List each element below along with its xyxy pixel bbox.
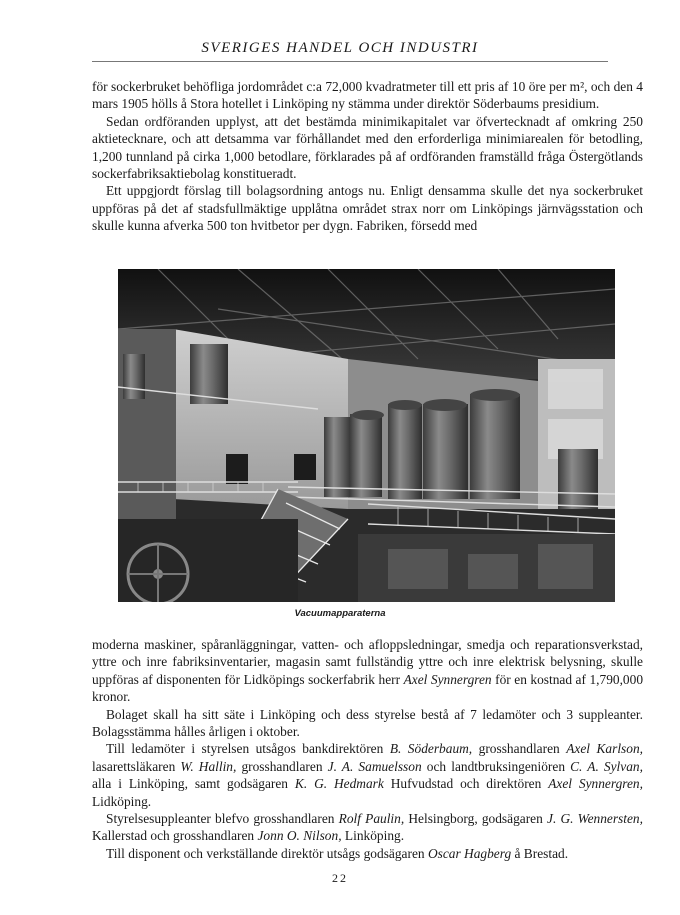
header-rule xyxy=(92,61,608,62)
paragraph-7: Styrelsesuppleanter blefvo grosshandlaren Rolf Paulin, Helsingborg, godsägaren J. G. Wennersten, Kallerstad och grosshandlaren Jonn O. Nilson, Linköping. xyxy=(92,811,643,844)
paragraph-1: för sockerbruket behöfliga jordområdet c:a 72,000 kvadratmeter till ett pris af 10 öre per m², och den 4 mars 1905 hölls å Stora hotellet i Linköping ny stämma under direktör Söderbaums presidium. xyxy=(92,79,643,112)
body-text-bottom xyxy=(92,636,643,862)
body-text-top xyxy=(92,78,643,235)
vacuum-apparatus-photo xyxy=(118,269,615,602)
paragraph-2: Sedan ordföranden upplyst, att det bestämda minimikapitalet var öfvertecknadt af omkring 250 aktietecknare, och att detsamma var förhållandet med den erforderliga minimiarealen för betodling, 1,200 tunnland på cirka 1,000 betodlare, förklarades på af ordföranden framställd fråga Östergötlands sockerfabriksaktiebolag konstitueradt. xyxy=(92,113,643,182)
paragraph-3: Ett uppgjordt förslag till bolagsordning antogs nu. Enligt densamma skulle det nya sockerbruket uppföras på det af stadsfullmäktige upplåtna området strax norr om Linköpings järnvägsstation och skulle kunna afverka 500 ton hvitbetor per dygn. Fabriken, försedd med xyxy=(92,183,643,234)
figure-caption: Vacuumapparaterna xyxy=(294,608,386,619)
paragraph-4: moderna maskiner, spåranläggningar, vatten- och afloppsledningar, smedja och reparationsverkstad, yttre och inre fabriksinventarier, magasin samt fullständig yttre och inre elektrisk belysning, skulle uppföras af disponenten för Lidköpings sockerfabrik herr Axel Synnergren för en kostnad af 1,790,000 kronor. xyxy=(92,637,644,705)
paragraph-5: Bolaget skall ha sitt säte i Linköping och dess styrelse bestå af 7 ledamöter och 3 suppleanter. Bolagsstämma hålles årligen i oktober. xyxy=(92,706,643,740)
page-number: 22 xyxy=(332,871,348,885)
paragraph-6: Till ledamöter i styrelsen utsågos bankdirektören B. Söderbaum, grosshandlaren Axel Karlson, lasarettsläkaren W. Hallin, grosshandlaren J. A. Samuelsson och landtbruksingeniören C. A. Sylvan, alla i Linköping, samt godsägaren K. G. Hedmark Hufvudstad och direktören Axel Synnergren, Lidköping. xyxy=(92,741,643,809)
paragraph-8: Till disponent och verkställande direktör utsågs godsägaren Oscar Hagberg å Brestad. xyxy=(106,845,569,861)
running-title: SVERIGES HANDEL OCH INDUSTRI xyxy=(201,40,479,56)
person-name: Axel Synnergren xyxy=(403,671,492,687)
